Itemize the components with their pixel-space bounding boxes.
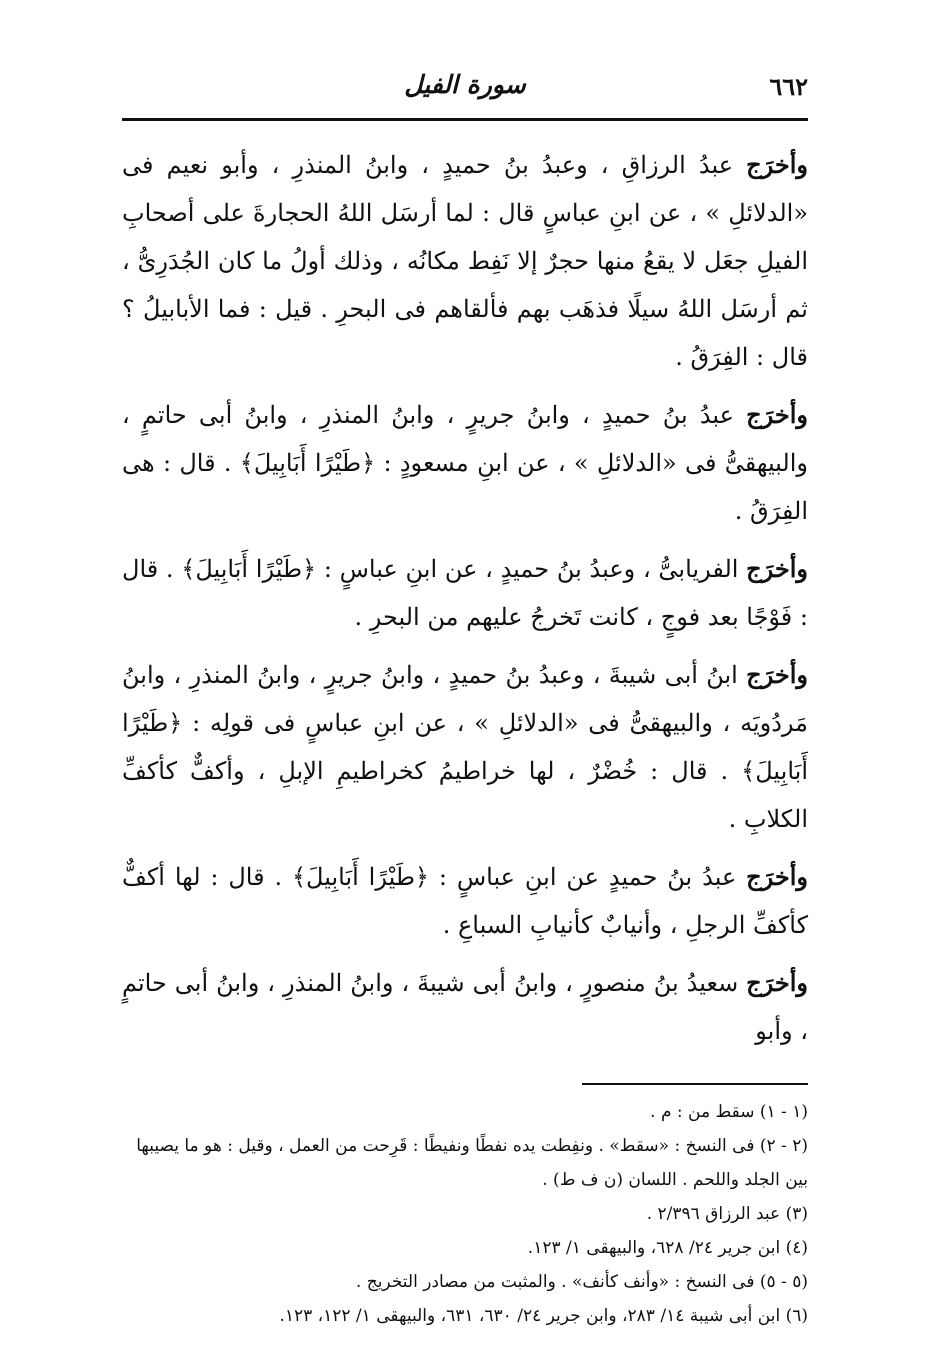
- paragraph-text: سعيدُ بنُ منصورٍ ، وابنُ أبى شيبةَ ، وابنُ المنذرِ ، وابنُ أبى حاتمٍ ، وأبو: [122, 969, 808, 1045]
- running-title: سورة الفيل: [404, 70, 526, 99]
- paragraph: [122, 391, 808, 535]
- paragraph-lead: وأخرَج: [746, 150, 808, 179]
- footnotes: [122, 1095, 808, 1333]
- paragraph-text: ابنُ أبى شيبةَ ، وعبدُ بنُ حميدٍ ، وابنُ جريرٍ ، وابنُ المنذرِ ، وابنُ مَردُويَه ، والبيهقىُّ فى «الدلائلِ » ، عن ابنِ عباسٍ فى قولِه : ﴿طَيْرًا أَبَابِيلَ﴾ . قال : خُضْرٌ ، لها خراطيمُ كخراطيمِ الإبلِ ، وأكفٌّ كأكفِّ الكلابِ .: [122, 661, 808, 833]
- page-number: ٦٦٢: [769, 72, 808, 101]
- paragraph-text: عبدُ بنُ حميدٍ عن ابنِ عباسٍ : ﴿طَيْرًا أَبَابِيلَ﴾ . قال : لها أكفٌّ كأكفِّ الرجلِ ، وأنيابٌ كأنيابِ السباعِ .: [122, 863, 808, 939]
- paragraph-lead: وأخرَج: [746, 660, 808, 689]
- footnote: (٤) ابن جرير ٢٤/ ٦٢٨، والبيهقى ١/ ١٢٣.: [527, 1238, 808, 1258]
- paragraph-lead: وأخرَج: [746, 554, 808, 583]
- footnote: (٣) عبد الرزاق ٢/٣٩٦ .: [646, 1204, 808, 1224]
- paragraph: [122, 545, 808, 641]
- paragraph-text: الفريابىُّ ، وعبدُ بنُ حميدٍ ، عن ابنِ عباسٍ : ﴿طَيْرًا أَبَابِيلَ﴾ . قال : فَوْجًا بعد فوجٍ ، كانت تَخرجُ عليهم من البحرِ .: [122, 555, 808, 631]
- header-rule: [122, 118, 808, 121]
- paragraph: [122, 959, 808, 1055]
- paragraph-lead: وأخرَج: [746, 862, 808, 891]
- footnote: (٥ - ٥) فى النسخ : «وأنف كأنف» . والمثبت من مصادر التخريج .: [355, 1272, 808, 1292]
- paragraph-text: عبدُ الرزاقِ ، وعبدُ بنُ حميدٍ ، وابنُ المنذرِ ، وأبو نعيم فى «الدلائلِ » ، عن ابنِ عباسٍ قال : لما أرسَل اللهُ الحجارةَ على أصحابِ الفيلِ جعَل لا يقعُ منها حجرٌ إلا نَفِط مكانُه ، وذلك أولُ ما كان الجُدَرِىُّ ، ثم أرسَل اللهُ سيلًا فذهَب بهم فألقاهم فى البحرِ . قيل : فما الأبابيلُ ؟ قال : الفِرَقُ .: [122, 151, 808, 371]
- footnote: (٢ - ٢) فى النسخ : «سقط» . ونفِطت يده نفطًا ونفيطًا : قَرِحت من العمل ، وقيل : هو ما يصيبها بين الجلد واللحم . اللسان (ن ف ط) .: [136, 1136, 808, 1190]
- main-text: [122, 141, 808, 1055]
- footnote: (٦) ابن أبى شيبة ١٤/ ٢٨٣، وابن جرير ٢٤/ ٦٣٠، ٦٣١، والبيهقى ١/ ١٢٢، ١٢٣.: [279, 1306, 808, 1326]
- paragraph: [122, 853, 808, 949]
- paragraph-lead: وأخرَج: [746, 968, 808, 997]
- paragraph-text: عبدُ بنُ حميدٍ ، وابنُ جريرٍ ، وابنُ المنذرِ ، وابنُ أبى حاتمٍ ، والبيهقىُّ فى «الدلائلِ » ، عن ابنِ مسعودٍ : ﴿طَيْرًا أَبَابِيلَ﴾ . قال : هى الفِرَقُ .: [122, 401, 808, 525]
- paragraph: [122, 651, 808, 843]
- footnote-rule: [582, 1083, 808, 1085]
- paragraph: [122, 141, 808, 381]
- page-header: [122, 60, 808, 110]
- footnote: (١ - ١) سقط من : م .: [650, 1102, 808, 1122]
- paragraph-lead: وأخرَج: [746, 400, 808, 429]
- page: [122, 60, 808, 1333]
